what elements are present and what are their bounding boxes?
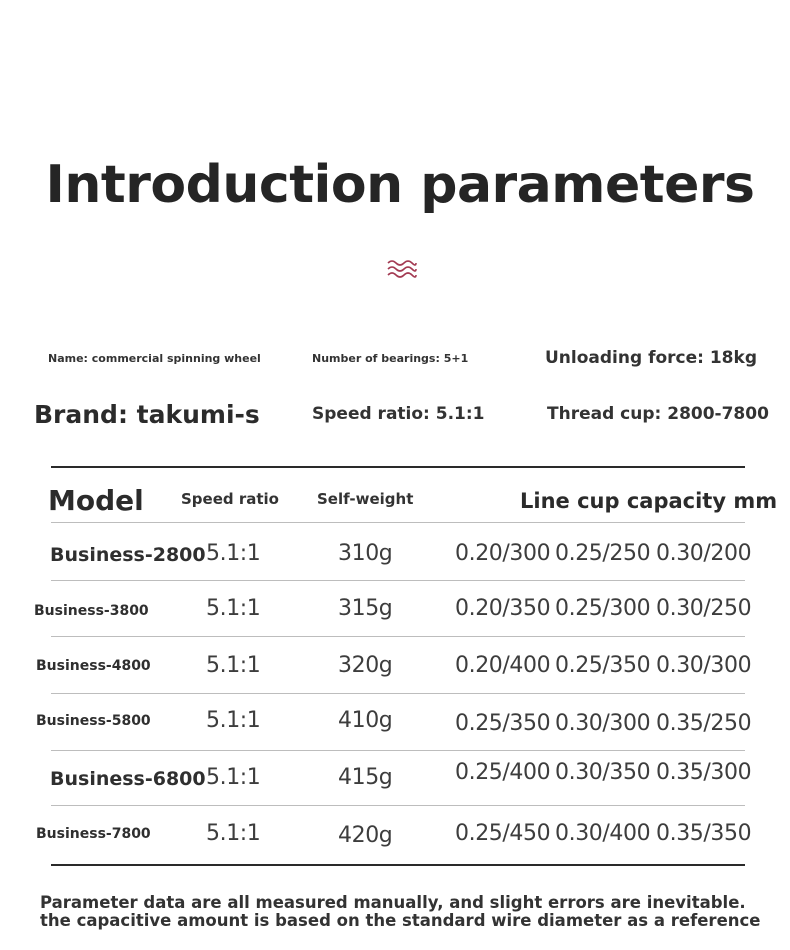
table-row-cap: 0.25/300 bbox=[555, 596, 651, 621]
table-row-model: Business-6800 bbox=[50, 768, 206, 790]
table-bottom-rule bbox=[51, 864, 745, 866]
row-divider bbox=[51, 805, 745, 806]
footnote-line-2: the capacitive amount is based on the standard wire diameter as a reference bbox=[40, 911, 761, 930]
row-divider bbox=[51, 580, 745, 581]
table-row-cap: 0.25/250 bbox=[555, 541, 651, 566]
row-divider bbox=[51, 693, 745, 694]
wave-icon bbox=[386, 258, 418, 280]
table-row-cap: 0.20/400 bbox=[455, 653, 551, 678]
table-row-cap: 0.30/300 bbox=[555, 711, 651, 736]
table-row-ratio: 5.1:1 bbox=[206, 541, 261, 566]
table-row-cap: 0.30/300 bbox=[656, 653, 752, 678]
table-row-model: Business-2800 bbox=[50, 544, 206, 566]
header-capacity: Line cup capacity mm bbox=[520, 489, 778, 513]
info-speed-ratio: Speed ratio: 5.1:1 bbox=[312, 404, 485, 424]
row-divider bbox=[51, 522, 745, 523]
table-row-weight: 315g bbox=[338, 596, 393, 621]
table-row-cap: 0.30/250 bbox=[656, 596, 752, 621]
table-row-cap: 0.35/350 bbox=[656, 821, 752, 846]
table-row-weight: 320g bbox=[338, 653, 393, 678]
table-row-cap: 0.35/250 bbox=[656, 711, 752, 736]
table-row-ratio: 5.1:1 bbox=[206, 821, 261, 846]
footnote-line-1: Parameter data are all measured manually, and slight errors are inevitable. bbox=[40, 893, 746, 912]
table-row-cap: 0.20/350 bbox=[455, 596, 551, 621]
table-row-cap: 0.20/300 bbox=[455, 541, 551, 566]
page-title: Introduction parameters bbox=[45, 155, 755, 215]
table-row-model: Business-5800 bbox=[36, 713, 151, 729]
info-brand: Brand: takumi-s bbox=[34, 400, 260, 429]
table-row-ratio: 5.1:1 bbox=[206, 596, 261, 621]
table-row-weight: 420g bbox=[338, 823, 393, 848]
table-row-model: Business-7800 bbox=[36, 826, 151, 842]
table-row-cap: 0.30/350 bbox=[555, 760, 651, 785]
info-unloading-force: Unloading force: 18kg bbox=[545, 348, 757, 368]
header-self-weight: Self-weight bbox=[317, 490, 414, 508]
table-row-ratio: 5.1:1 bbox=[206, 653, 261, 678]
table-row-model: Business-3800 bbox=[34, 603, 149, 619]
info-thread-cup: Thread cup: 2800-7800 bbox=[547, 404, 769, 424]
table-row-cap: 0.25/350 bbox=[455, 711, 551, 736]
table-row-cap: 0.30/400 bbox=[555, 821, 651, 846]
table-row-cap: 0.25/400 bbox=[455, 760, 551, 785]
table-row-weight: 410g bbox=[338, 708, 393, 733]
table-row-weight: 310g bbox=[338, 541, 393, 566]
table-row-cap: 0.25/450 bbox=[455, 821, 551, 846]
table-row-weight: 415g bbox=[338, 765, 393, 790]
table-row-cap: 0.35/300 bbox=[656, 760, 752, 785]
header-model: Model bbox=[48, 484, 144, 517]
table-row-ratio: 5.1:1 bbox=[206, 708, 261, 733]
info-name: Name: commercial spinning wheel bbox=[48, 352, 261, 365]
table-row-cap: 0.25/350 bbox=[555, 653, 651, 678]
row-divider bbox=[51, 636, 745, 637]
table-row-ratio: 5.1:1 bbox=[206, 765, 261, 790]
info-bearings: Number of bearings: 5+1 bbox=[312, 352, 469, 365]
header-speed-ratio: Speed ratio bbox=[181, 490, 279, 508]
table-row-model: Business-4800 bbox=[36, 658, 151, 674]
table-row-cap: 0.30/200 bbox=[656, 541, 752, 566]
row-divider bbox=[51, 750, 745, 751]
table-top-rule bbox=[51, 466, 745, 468]
